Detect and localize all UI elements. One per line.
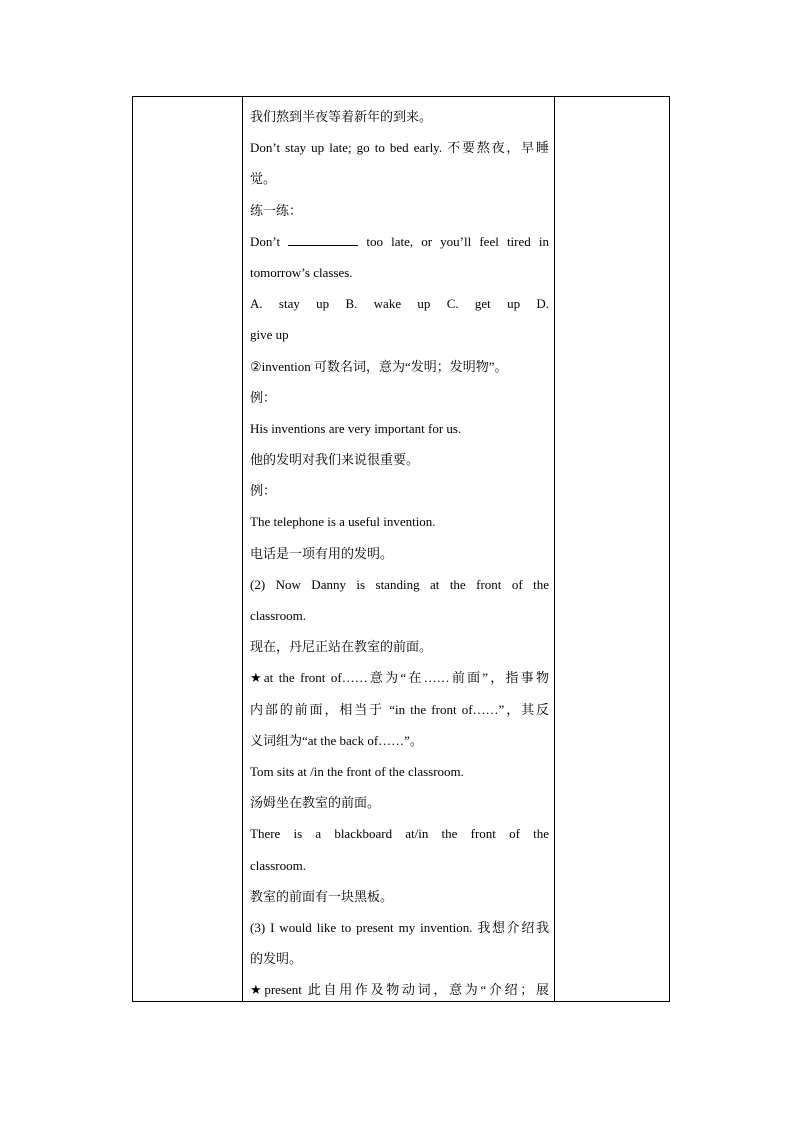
text-line: 教室的前面有一块黑板。 — [250, 888, 394, 904]
option-c: C. get up — [446, 296, 521, 312]
text-line: 现在，丹尼正站在教室的前面。 — [250, 639, 433, 655]
options-line — [250, 288, 549, 319]
text-line: give up — [250, 327, 289, 343]
lesson-table — [132, 96, 670, 1002]
text-line: 电话是一项有用的发明。 — [250, 545, 394, 561]
exercise-text-start: Don’t — [250, 233, 281, 249]
option-a: A. stay up — [250, 296, 330, 312]
content-column-cell — [243, 97, 555, 1002]
text-line: ②invention 可数名词，意为“发明；发明物”。 — [250, 358, 508, 374]
right-column-cell — [555, 97, 670, 1002]
text-line: 我们熬到半夜等着新年的到来。 — [250, 109, 433, 124]
text-line: classroom. — [250, 608, 306, 623]
text-line: There is a blackboard at/in the front of the — [250, 826, 549, 842]
fill-in-blank — [288, 233, 358, 246]
content-text — [243, 97, 554, 997]
text-line: (2) Now Danny is standing at the front of the — [250, 576, 549, 592]
text-line: 的发明。 — [250, 951, 303, 967]
text-line: 他的发明对我们来说很重要。 — [250, 452, 420, 468]
exercise-text-end: too late, or you’ll feel tired in — [366, 233, 549, 249]
text-line: 例： — [250, 389, 277, 405]
text-line: 觉。 — [250, 171, 277, 187]
left-column-cell — [133, 97, 243, 1002]
text-line: tomorrow’s classes. — [250, 264, 353, 280]
text-line: 汤姆坐在教室的前面。 — [250, 795, 381, 811]
text-line: Tom sits at /in the front of the classroom. — [250, 763, 464, 779]
text-line: 例： — [250, 483, 277, 499]
text-line: ★at the front of……意为“在……前面”，指事物 — [250, 670, 549, 686]
exercise-line — [250, 226, 549, 257]
option-b: B. wake up — [345, 296, 431, 312]
text-line: 练一练： — [250, 202, 303, 218]
text-line: 内部的前面，相当于 “in the front of……”，其反 — [250, 701, 549, 717]
text-line: classroom. — [250, 857, 306, 873]
text-line: The telephone is a useful invention. — [250, 514, 436, 530]
option-d: D. — [536, 296, 549, 312]
table-row — [133, 97, 670, 1002]
text-line: Don’t stay up late; go to bed early. 不要熬夜，早睡 — [250, 140, 549, 156]
text-line: His inventions are very important for us. — [250, 420, 462, 436]
text-line: ★present 此自用作及物动词，意为“介绍；展 — [250, 982, 549, 997]
text-line: (3) I would like to present my invention. 我想介绍我 — [250, 919, 549, 935]
text-line: 义词组为“at the back of……”。 — [250, 732, 423, 748]
